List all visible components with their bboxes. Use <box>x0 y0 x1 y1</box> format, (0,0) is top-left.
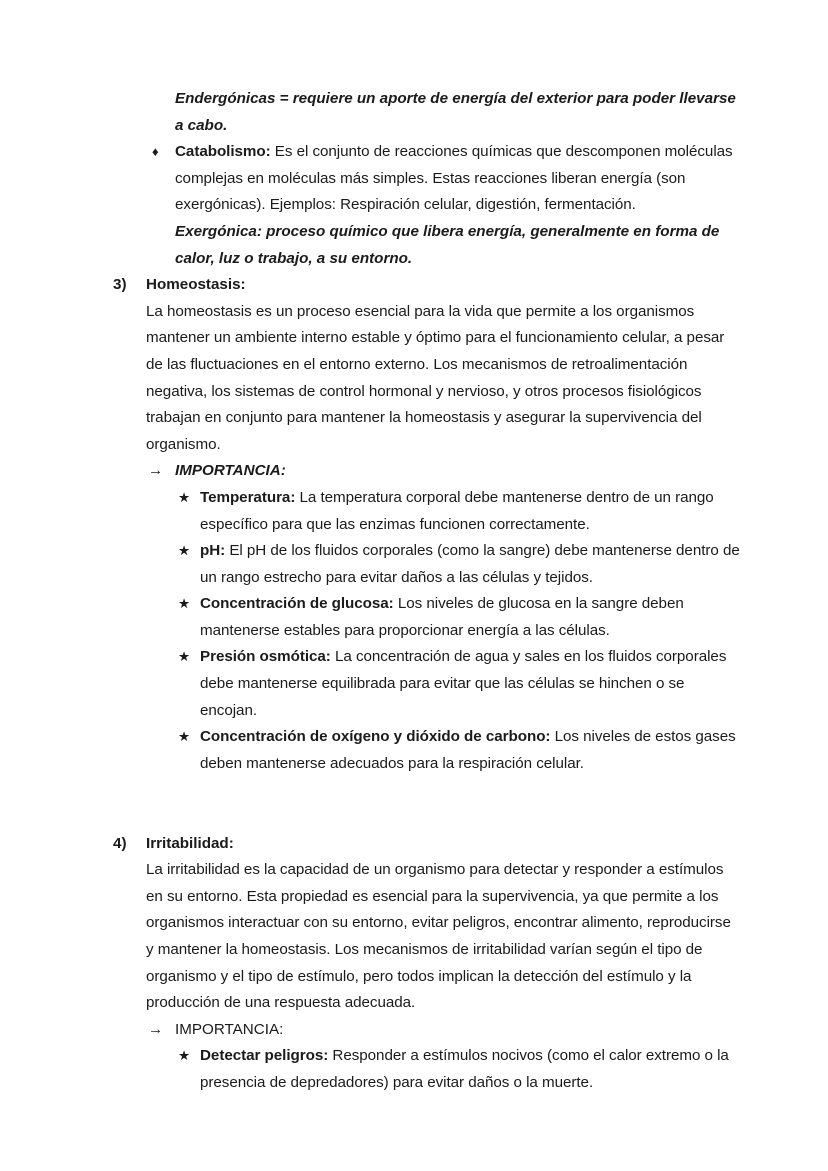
importancia-label-irritabilidad <box>0 1017 828 1044</box>
list-item-term: Concentración de glucosa: <box>200 595 394 613</box>
star-bullet-icon: ★ <box>178 729 191 745</box>
section-title-homeostasis: Homeostasis: <box>146 276 246 294</box>
importancia-label-homeostasis <box>0 458 828 485</box>
section-number-3: 3) <box>113 276 127 294</box>
star-bullet-icon: ★ <box>178 489 191 505</box>
star-bullet-icon: ★ <box>178 543 191 559</box>
list-item-term: Detectar peligros: <box>200 1047 329 1065</box>
list-item <box>0 591 828 644</box>
section-heading-irritabilidad <box>0 831 828 858</box>
importancia-text: IMPORTANCIA: <box>175 462 286 480</box>
catabolismo-term: Catabolismo: <box>175 143 271 161</box>
section-title-irritabilidad: Irritabilidad: <box>146 834 234 852</box>
catabolismo-body: Es el conjunto de reacciones químicas que descomponen moléculas complejas en moléculas más simples. Estas reacciones liberan energía (son exergónicas). Ejemplos: Respiración celular, digestión, fermentación. <box>175 143 733 214</box>
star-bullet-icon: ★ <box>178 649 191 665</box>
section-paragraph-irritabilidad: La irritabilidad es la capacidad de un organismo para detectar y responder a estímulos en su entorno. Esta propiedad es esencial para la supervivencia, ya que permite a los organismos interactuar con su entorno, evitar peligros, encontrar alimento, reproducirse y mantener la homeostasis. Los mecanismos de irritabilidad varían según el tipo de organismo y el tipo de estímulo, pero todos implican la detección del estímulo y la producción de una respuesta adecuada. <box>146 861 731 1012</box>
list-item-body: Responder a estímulos nocivos (como el calor extremo o la presencia de depredadores) para evitar daños o la muerte. <box>200 1047 729 1091</box>
list-item-body: Los niveles de estos gases deben mantenerse adecuados para la respiración celular. <box>200 728 736 772</box>
arrow-right-icon: → <box>148 1020 164 1038</box>
exergonica-definition: Exergónica: proceso químico que libera energía, generalmente en forma de calor, luz o trabajo, a su entorno. <box>175 222 720 267</box>
list-item <box>0 1043 828 1096</box>
list-item-body: La concentración de agua y sales en los fluidos corporales debe mantenerse equilibrada para evitar que las células se hinchen o se encojan. <box>200 648 727 719</box>
list-item-term: Concentración de oxígeno y dióxido de carbono: <box>200 728 551 746</box>
list-item-term: Presión osmótica: <box>200 648 331 666</box>
importancia-text: IMPORTANCIA: <box>175 1020 284 1038</box>
list-item-term: Temperatura: <box>200 488 296 506</box>
list-item <box>0 724 828 777</box>
list-item-body: El pH de los fluidos corporales (como la sangre) debe mantenerse dentro de un rango estrecho para evitar daños a las células y tejidos. <box>200 542 740 586</box>
list-item-catabolismo <box>0 139 828 219</box>
section-spacer <box>0 777 828 804</box>
list-item <box>0 644 828 724</box>
section-spacer <box>0 804 828 831</box>
section-heading-homeostasis <box>0 272 828 299</box>
endergonicas-definition: Endergónicas = requiere un aporte de energía del exterior para poder llevarse a cabo. <box>175 90 736 134</box>
list-item-term: pH: <box>200 542 226 560</box>
list-item <box>0 538 828 591</box>
document-body <box>0 86 828 1097</box>
list-item-body: La temperatura corporal debe mantenerse dentro de un rango específico para que las enzimas funcionen correctamente. <box>200 488 714 533</box>
list-item-body: Los niveles de glucosa en la sangre deben mantenerse estables para proporcionar energía a las células. <box>200 595 684 639</box>
list-item <box>0 485 828 538</box>
arrow-right-icon: → <box>148 462 164 480</box>
section-paragraph-homeostasis: La homeostasis es un proceso esencial para la vida que permite a los organismos mantener un ambiente interno estable y óptimo para el funcionamiento celular, a pesar de las fluctuaciones en el entorno externo. Los mecanismos de retroalimentación negativa, los sistemas de control hormonal y nervioso, y otros procesos fisiológicos trabajan en conjunto para mantener la homeostasis y asegurar la supervivencia del organismo. <box>146 302 725 453</box>
star-bullet-icon: ★ <box>178 1048 191 1064</box>
section-number-4: 4) <box>113 834 127 852</box>
star-bullet-icon: ★ <box>178 596 191 612</box>
diamond-bullet-icon: ♦ <box>152 144 159 160</box>
